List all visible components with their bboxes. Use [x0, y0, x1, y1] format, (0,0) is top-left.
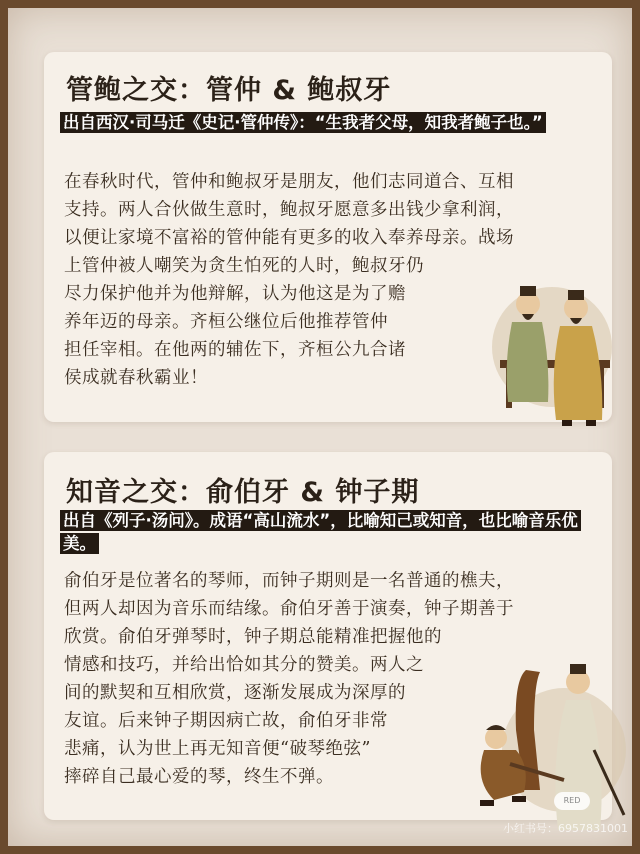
section-title: 管鲍之交：管仲 & 鲍叔牙 [66, 75, 392, 106]
source-quote: 出自《列子·汤问》。成语“高山流水”，比喻知己或知音，也比喻音乐优美。 [60, 509, 588, 555]
page-background [8, 8, 632, 846]
source-quote: 出自西汉·司马迁《史记·管仲传》：“生我者父母，知我者鲍子也。” [60, 111, 588, 134]
body-line: 尽力保护他并为他辩解，认为他这是为了赡 [64, 284, 406, 304]
body-line: 侯成就春秋霸业！ [64, 368, 208, 388]
body-line: 担任宰相。在他两的辅佐下，齐桓公九合诸 [64, 340, 406, 360]
section-title: 知音之交：俞伯牙 & 钟子期 [66, 477, 420, 508]
body-line: 养年迈的母亲。齐桓公继位后他推荐管仲 [64, 312, 388, 332]
qin-player-and-woodcutter-illustration [454, 640, 634, 840]
two-scholars-seated-illustration [482, 252, 622, 442]
body-line: 在春秋时代，管仲和鲍叔牙是朋友，他们志同道合、互相 [64, 172, 514, 192]
section-body [64, 168, 514, 392]
section-card-yu-zhong [44, 452, 612, 820]
body-line: 支持。两人合伙做生意时，鲍叔牙愿意多出钱少拿利润， [64, 200, 514, 220]
body-line: 摔碎自己最心爱的琴，终生不弹。 [64, 767, 334, 787]
body-line: 悲痛，认为世上再无知音便“破琴绝弦” [64, 739, 371, 759]
xiaohongshu-logo-icon: RED [554, 792, 590, 810]
body-line: 友谊。后来钟子期因病亡故，俞伯牙非常 [64, 711, 388, 731]
platform-watermark: 小红书号：6957831001 [503, 822, 628, 835]
body-line: 情感和技巧，并给出恰如其分的赞美。两人之 [64, 655, 424, 675]
body-line: 间的默契和互相欣赏，逐渐发展成为深厚的 [64, 683, 406, 703]
section-body [64, 567, 514, 791]
body-line: 以便让家境不富裕的管仲能有更多的收入奉养母亲。战场 [64, 228, 514, 248]
body-line: 俞伯牙是位著名的琴师，而钟子期则是一名普通的樵夫， [64, 571, 514, 591]
section-card-guan-bao [44, 52, 612, 422]
body-line: 但两人却因为音乐而结缘。俞伯牙善于演奏，钟子期善于 [64, 599, 514, 619]
body-line: 欣赏。俞伯牙弹琴时，钟子期总能精准把握他的 [64, 627, 442, 647]
body-line: 上管仲被人嘲笑为贪生怕死的人时，鲍叔牙仍 [64, 256, 424, 276]
